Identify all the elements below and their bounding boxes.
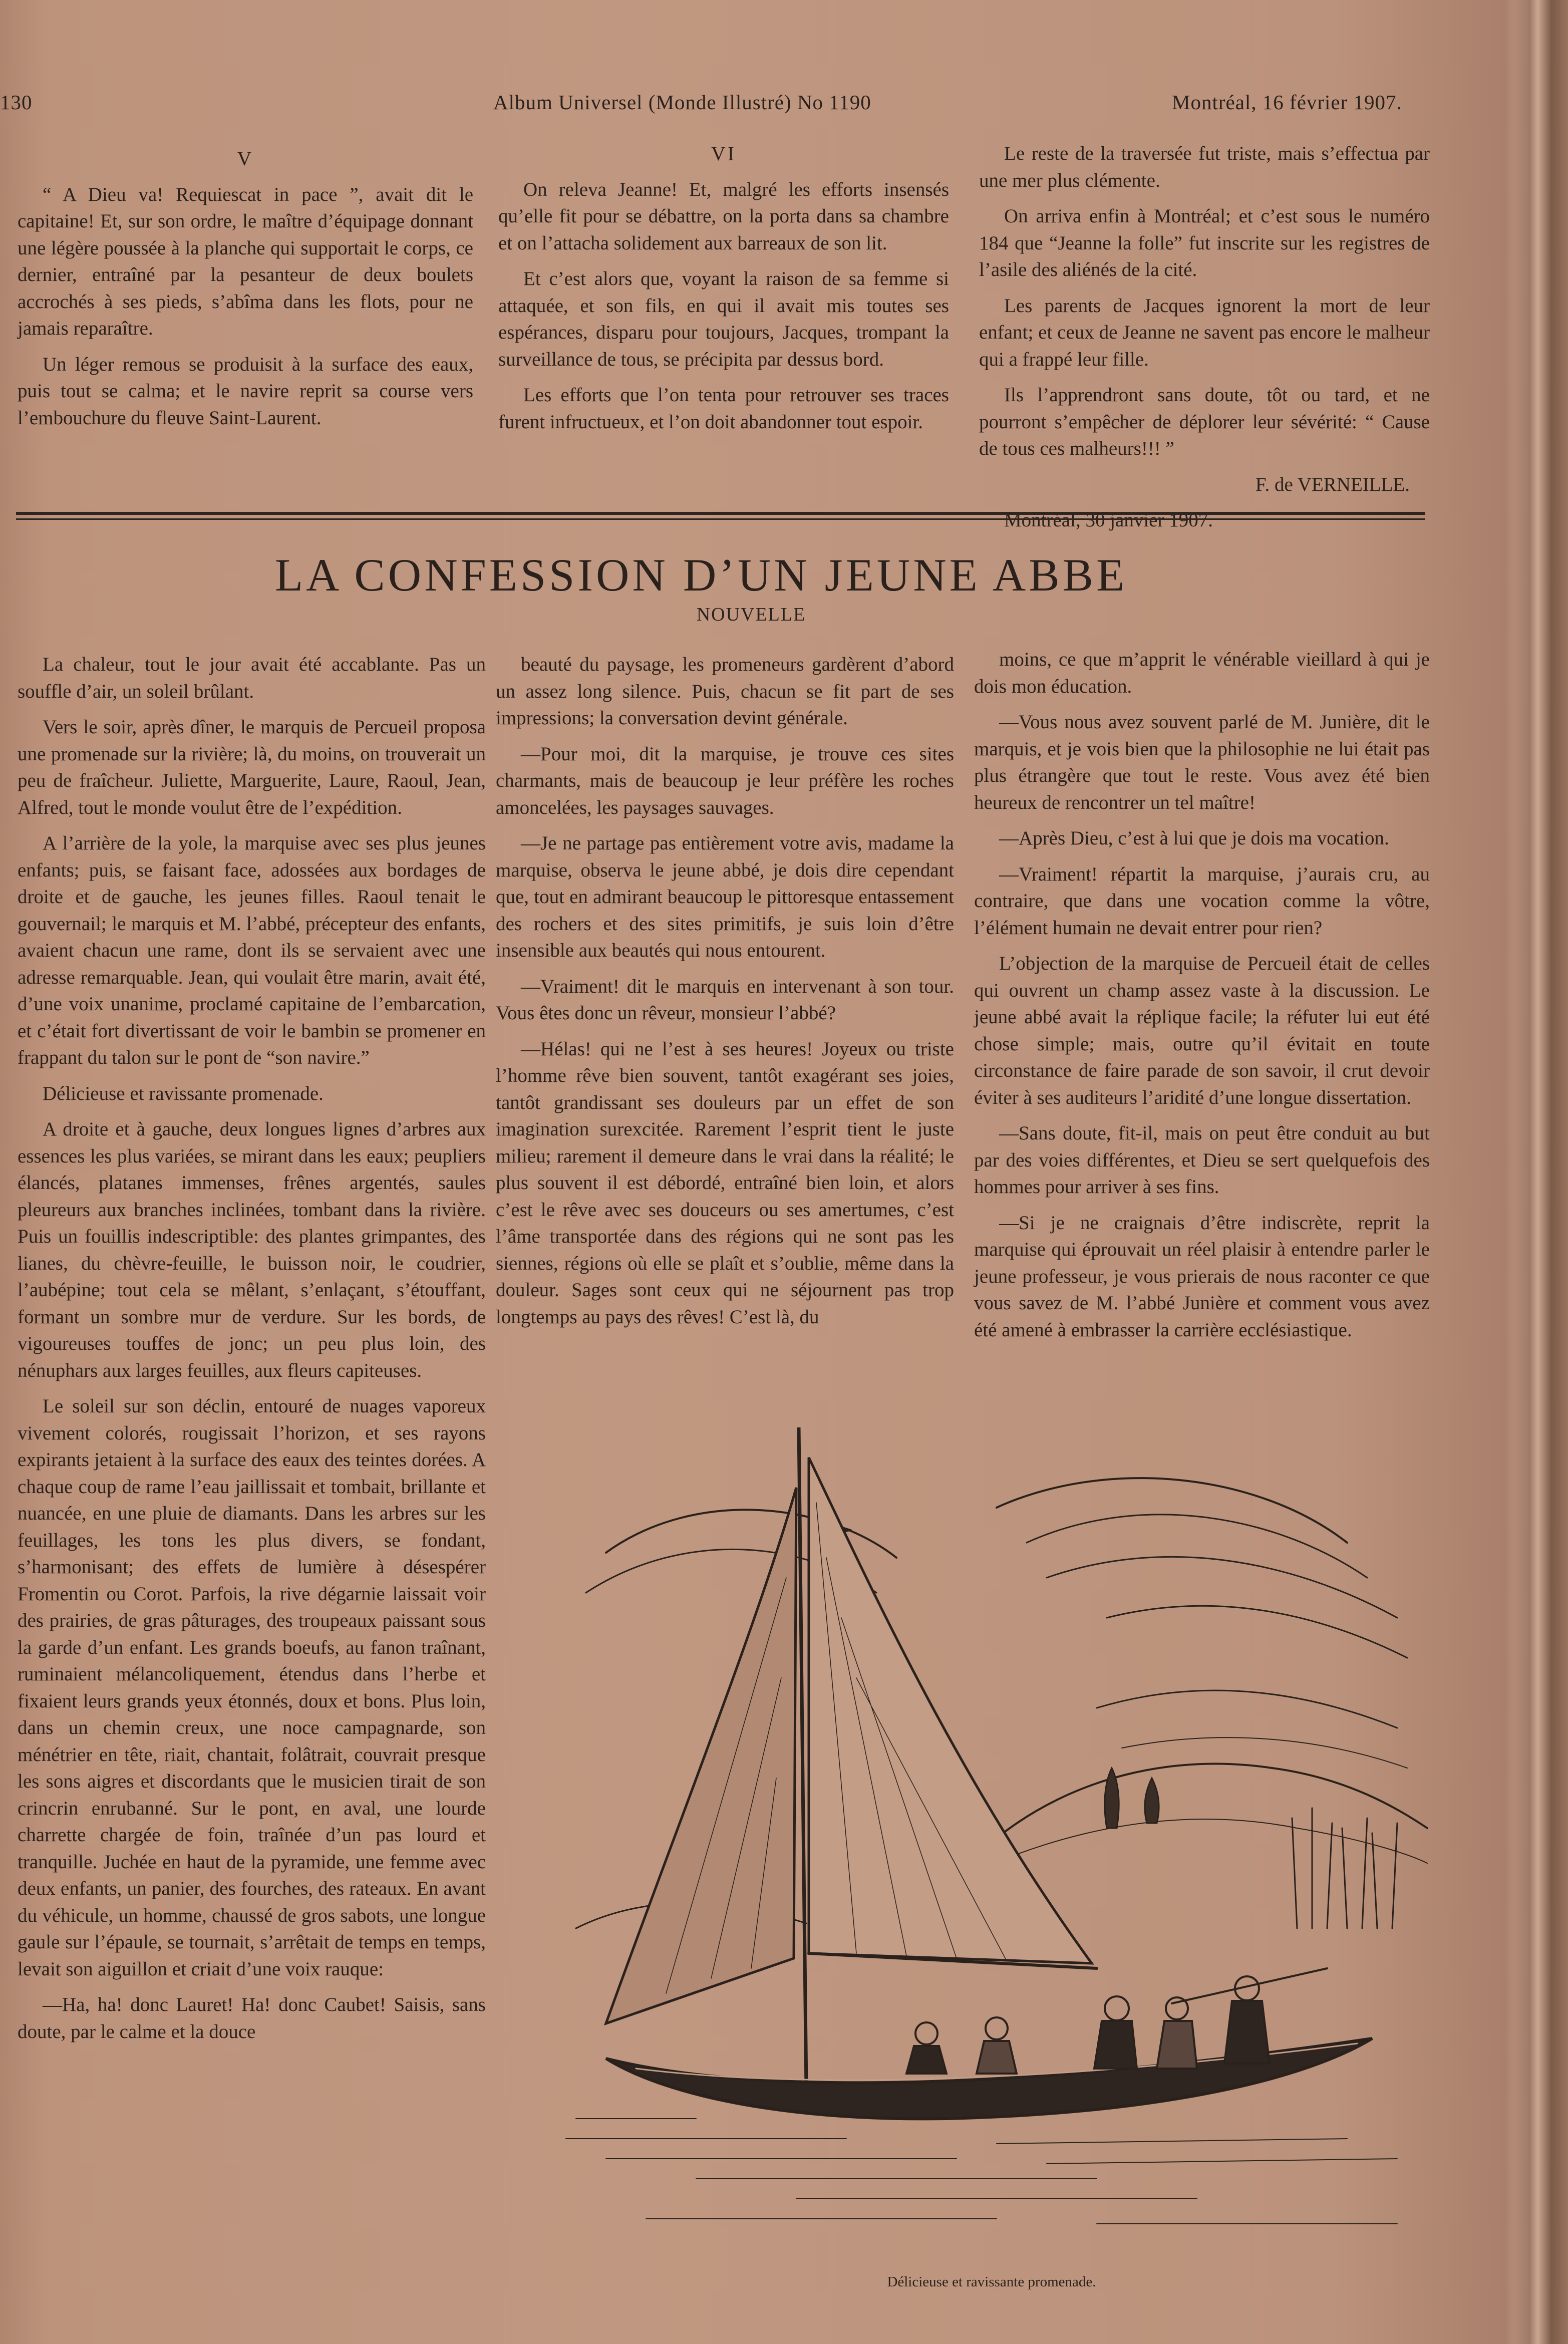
- paragraph: moins, ce que m’apprit le vénérable vieillard à qui je dois mon éducation.: [974, 649, 1430, 697]
- paragraph: —Vraiment! dit le marquis en intervenant à son tour. Vous êtes donc un rêveur, monsieur l’abbé?: [496, 975, 954, 1024]
- paragraph: —Si je ne craignais d’être indiscrète, reprit la marquise qui éprouvait un réel plaisir à entendre parler le jeune professeur, je vous prierais de nous raconter ce que vous savez de M. l’abbé Junière et comment vous avez été amené à embrasser la carrière ecclésiastique.: [974, 1212, 1430, 1341]
- serial-column-1: [18, 145, 473, 440]
- issue-date: Montréal, 16 février 1907.: [1172, 91, 1402, 114]
- dateline: Montréal, 30 janvier 1907.: [1004, 509, 1213, 531]
- paragraph: —Hélas! qui ne l’est à ses heures! Joyeux ou triste l’homme rêve bien souvent, tantôt exagérant ses joies, tantôt grandissant ses douleurs par un effet de son imagination surexcitée. Rarement l’esprit tient le juste milieu; rarement il demeure dans le vrai dans la réalité; le plus souvent il est débordé, entraîné bien loin, et alors c’est le rêve avec ses douceurs ou ses amertumes, c’est l’âme transportée dans des régions qui ne sont pas les siennes, régions où elle se plaît et s’oublie, même dans la douleur. Sages sont ceux qui ne séjournent pas trop longtemps au pays des rêves! C’est là, du: [496, 1038, 954, 1328]
- paragraph: Vers le soir, après dîner, le marquis de Percueil proposa une promenade sur la rivière; là, du moins, on trouverait un peu de fraîcheur. Juliette, Marguerite, Laure, Raoul, Jean, Alfred, tout le monde voulut être de l’expédition.: [18, 716, 486, 818]
- paragraph: A l’arrière de la yole, la marquise avec ses plus jeunes enfants; puis, se faisant face, adossées aux bordages de droite et de gauche, les jeunes filles. Raoul tenait le gouvernail; le marquis et M. l’abbé, précepteur des enfants, avaient chacun une rame, dont ils se servaient avec une adresse remarquable. Jean, qui voulait être marin, avait été, d’une voix unanime, proclamé capitaine de l’embarcation, et c’était fort divertissant de voir le bambin se promener en frappant du talon sur le pont de “son navire.”: [18, 832, 486, 1068]
- serial-column-2: [498, 140, 949, 444]
- story-title: LA CONFESSION D’UN JEUNE ABBE: [274, 549, 1128, 601]
- page-edge-shadow: [1513, 0, 1568, 2344]
- publication-title: Album Universel (Monde Illustré) No 1190: [493, 91, 871, 114]
- paragraph: “ A Dieu va! Requiescat in pace ”, avait dit le capitaine! Et, sur son ordre, le maître d’équipage donnant une légère poussée à la planche qui supportait le corps, ce dernier, entraîné par la pesanteur de deux boulets accrochés à ses pieds, s’abîma dans les flots, pour ne jamais reparaître.: [18, 183, 473, 339]
- paragraph: —Ha, ha! donc Lauret! Ha! donc Caubet! Saisis, sans doute, par le calme et la douce: [18, 1994, 486, 2042]
- paragraph: beauté du paysage, les promeneurs gardèrent d’abord un assez long silence. Puis, chacun se fit part de ses impressions; la conversation devint générale.: [496, 654, 954, 729]
- paragraph: Délicieuse et ravissante promenade.: [43, 1082, 324, 1104]
- section-heading: VI: [711, 142, 737, 165]
- paragraph: L’objection de la marquise de Percueil était de celles qui ouvrent un champ assez vaste à la discussion. Le jeune abbé avait la réplique facile; la réfuter lui eut été chose simple; mais, outre qu’il évitait en toute circonstance de faire parade de son savoir, il crut devoir éviter à ses auditeurs l’aridité d’une longue dissertation.: [974, 953, 1430, 1108]
- paragraph: Les efforts que l’on tenta pour retrouver ses traces furent infructueux, et l’on doit abandonner tout espoir.: [498, 384, 949, 433]
- paragraph: Et c’est alors que, voyant la raison de sa femme si attaquée, et son fils, en qui il avait mis toutes ses espérances, disparu pour toujours, Jacques, trompant la surveillance de tous, se précipita par dessus bord.: [498, 268, 949, 370]
- paragraph: A droite et à gauche, deux longues lignes d’arbres aux essences les plus variées, se mirant dans les eaux; peupliers élancés, platanes immenses, frênes argentés, saules pleureurs aux branches inclinées, tombant dans la rivière. Puis un fouillis indescriptible: des plantes grimpantes, des lianes, du chèvre-feuille, le buisson noir, le coudrier, l’aubépine; tout cela se mêlant, s’enlaçant, s’étouffant, formant un sombre mur de verdure. Sur les bords, de vigoureuses touffes de jonc; un peu plus loin, des nénuphars aux larges feuilles, aux fleurs capiteuses.: [18, 1118, 486, 1381]
- paragraph: Ils l’apprendront sans doute, tôt ou tard, et ne pourront s’empêcher de déplorer leur sévérité: “ Cause de tous ces malheurs!!! ”: [979, 384, 1430, 459]
- paragraph: —Je ne partage pas entièrement votre avis, madame la marquise, observa le jeune abbé, je dois dire cependant que, tout en admirant beaucoup le pittoresque entassement des rochers et des sites primitifs, je suis loin d’être insensible aux beautés qui nous entourent.: [496, 832, 954, 961]
- paragraph: Les parents de Jacques ignorent la mort de leur enfant; et ceux de Jeanne ne savent pas encore le malheur qui a frappé leur fille.: [979, 295, 1430, 370]
- story-column-1: [18, 651, 486, 2054]
- paragraph: On arriva enfin à Montréal; et c’est sous le numéro 184 que “Jeanne la folle” fut inscrite sur les registres de l’asile des aliénés de la cité.: [979, 205, 1430, 280]
- section-heading: V: [237, 147, 254, 170]
- story-subtitle: NOUVELLE: [696, 604, 806, 625]
- paragraph: Le soleil sur son déclin, entouré de nuages vaporeux vivement colorés, rougissait l’horizon, et ses rayons expirants jetaient à la surface des eaux des teintes dorées. A chaque coup de rame l’eau jaillissait et tombait, brillante et nuancée, en une pluie de diamants. Dans les arbres sur les feuillages, les tons les plus divers, se fondant, s’harmonisant; des effets de lumière à désespérer Fromentin ou Corot. Parfois, la rive dégarnie laissait voir des prairies, de gras pâturages, des troupeaux paissant sous la garde d’un enfant. Les grands boeufs, au fanon traînant, ruminaient mélancoliquement, étendus dans l’herbe et fixaient leurs grands yeux étonnés, doux et bons. Plus loin, dans un chemin creux, une noce campagnarde, son ménétrier en tête, riait, chantait, folâtrait, couvrait presque les sons aigres et discordants que le musicien tirait de son crincrin enrubanné. Sur le pont, en aval, une lourde charrette chargée de foin, traînée d’un pas lourd et tranquille. Juchée en haut de la pyramide, une femme avec deux enfants, un panier, des fourches, des rateaux. En avant du véhicule, un homme, chaussé de gros sabots, une longue gaule sur l’épaule, se tournait, s’arrêtait de temps en temps, levait son aiguillon et criait d’une voix rauque:: [18, 1395, 486, 1980]
- story-column-2: [496, 651, 954, 1339]
- paragraph: On releva Jeanne! Et, malgré les efforts insensés qu’elle fit pour se débattre, on la porta dans sa chambre et on l’attacha solidement aux barreaux de son lit.: [498, 178, 949, 254]
- paragraph: —Après Dieu, c’est à lui que je dois ma vocation.: [999, 827, 1389, 849]
- story-column-3: [974, 646, 1430, 1352]
- author-signature: F. de VERNEILLE.: [1255, 473, 1410, 495]
- paragraph: —Pour moi, dit la marquise, je trouve ces sites charmants, mais de beaucoup je leur préfère les roches amoncelées, les paysages sauvages.: [496, 743, 954, 818]
- paragraph: —Vraiment! répartit la marquise, j’aurais cru, au contraire, que dans une vocation comme la vôtre, l’élément humain ne devait entrer pour rien?: [974, 863, 1430, 939]
- paragraph: —Sans doute, fit-il, mais on peut être conduit au but par des voies différentes, et Dieu se sert quelquefois des hommes pour arriver à ses fins.: [974, 1122, 1430, 1198]
- illustration-caption: Délicieuse et ravissante promenade.: [887, 2274, 1096, 2290]
- page-number: 130: [0, 91, 33, 114]
- sailboat-illustration: [546, 1427, 1432, 2259]
- section-divider: [16, 512, 1425, 520]
- serial-column-3: [979, 140, 1430, 543]
- paragraph: —Vous nous avez souvent parlé de M. Junière, dit le marquis, et je vois bien que la philosophie ne lui était pas plus étrangère que tout le reste. Vous avez été bien heureux de rencontrer un tel maître!: [974, 711, 1430, 813]
- paragraph: Un léger remous se produisit à la surface des eaux, puis tout se calma; et le navire reprit sa course vers l’embouchure du fleuve Saint-Laurent.: [18, 353, 473, 429]
- paragraph: La chaleur, tout le jour avait été accablante. Pas un souffle d’air, un soleil brûlant.: [18, 654, 486, 702]
- paragraph: Le reste de la traversée fut triste, mais s’effectua par une mer plus clémente.: [979, 143, 1430, 191]
